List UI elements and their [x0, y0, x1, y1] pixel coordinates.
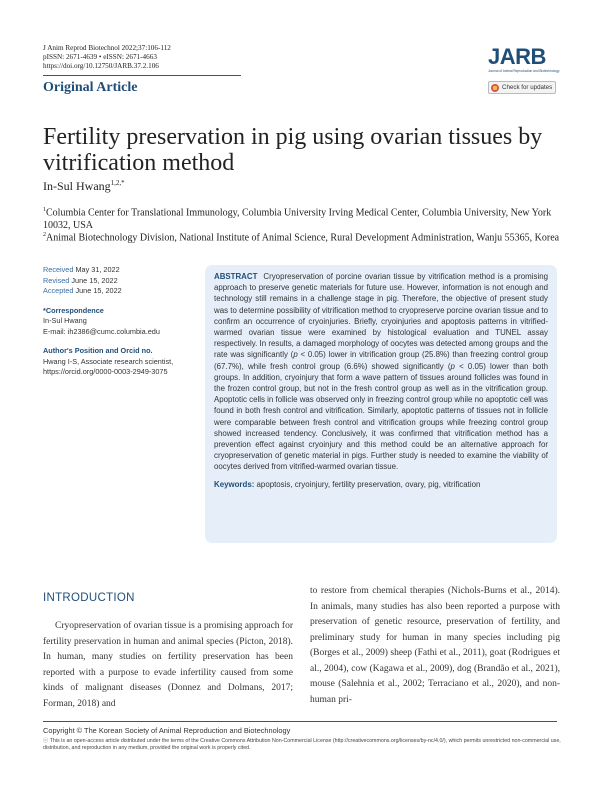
abstract-part-3: < 0.05) lower than both groups. In addition, cryoinjury that form a wave pattern of tissues around follicles was found in the frozen control group, but not in the fresh control group as well as in the vitrification group. Apoptotic cells in follicle was observed only in freezing control group while no apoptotic cell was found in both fresh control and vitrification. Similarly, apoptotic patterns of tissues not in follicle were comparable between fresh control and vitrification groups while freezing control group showed increased tendency. Conclusively, it was confirmed that vitrification method has a prevention effect against cryoinjury and this method could be an alternative approach for cryopreservation of genetic material in pigs. Further study is needed to examine the viability of oocytes derived from vitrified-warmed ovarian tissue. — [214, 361, 548, 472]
journal-logo — [488, 44, 560, 73]
orcid-block — [43, 346, 193, 378]
author-affiliation-marks: 1,2,* — [110, 179, 125, 187]
doi-link[interactable]: https://doi.org/10.12750/JARB.37.2.106 — [43, 62, 159, 70]
keywords-list: apoptosis, cryoinjury, fertility preservation, ovary, pig, vitrification — [256, 479, 481, 489]
received-row — [43, 265, 193, 276]
correspondence-email[interactable]: E-mail: ih2386@cumc.columbia.edu — [43, 326, 160, 336]
received-label: Received — [43, 265, 74, 274]
keywords-label: Keywords: — [214, 479, 255, 489]
correspondence-heading: *Correspondence — [43, 305, 104, 315]
affiliation-1-text: Columbia Center for Translational Immunology, Columbia University Irving Medical Center, Columbia University, New York 10032, USA — [43, 207, 552, 231]
logo-subtitle: Journal of Animal Reproduction and Biotechnology — [488, 69, 560, 73]
revised-label: Revised — [43, 275, 70, 285]
orcid-heading: Author's Position and Orcid no. — [43, 346, 153, 355]
accepted-row — [43, 286, 193, 297]
affiliation-2-number: 2 — [43, 232, 46, 238]
orcid-position: Hwang I-S, Associate research scientist, — [43, 356, 174, 366]
license-text: This is an open-access article distributed under the terms of the Creative Commons Attribution Non-Commercial License (http://creativecommons.org/licenses/by-nc/4.0/), which permits unrestricted non-commercial use, distribution, and reproduction in any medium, provided the original work is properly cited. — [43, 738, 561, 751]
body-text-right-column: to restore from chemical therapies (Nichols-Burns et al., 2014). In animals, many studies has also been reported a purpose with preservation of genetic resource, preservation of fertility, and preliminary study for human in many species including pig (Borges et al., 2009) sheep (Fathi et al., 2011), goat (Rodrigues et al., 2004), cow (Kagawa et al., 2009), dog (Brandão et al., 2021), mouse (Salehnia et al., 2002; Terraciano et al., 2020), and non-human pri- — [310, 586, 560, 705]
cc-icon: ⓒ — [43, 738, 50, 744]
journal-citation: J Anim Reprod Biotechnol 2022;37:106-112 — [43, 44, 171, 52]
logo-text: JARB — [488, 44, 546, 69]
correspondence-block — [43, 306, 193, 338]
article-type-label: Original Article — [43, 80, 138, 95]
license-notice — [43, 738, 563, 752]
section-heading-introduction: INTRODUCTION — [43, 592, 135, 604]
article-title: Fertility preservation in pig using ovarian tissues by vitrification method — [43, 124, 543, 176]
affiliation-2-text: Animal Biotechnology Division, National Institute of Animal Science, Rural Development Administration, Wanju 55365, Korea — [46, 232, 560, 244]
affiliation-1-number: 1 — [43, 207, 46, 213]
issn-line: pISSN: 2671-4639 • eISSN: 2671-4663 — [43, 53, 157, 61]
article-meta — [43, 265, 193, 378]
accepted-date: June 15, 2022 — [75, 286, 122, 295]
orcid-link[interactable]: https://orcid.org/0000-0003-2949-3075 — [43, 367, 168, 376]
keywords-line — [214, 479, 548, 490]
p-symbol-2: p — [450, 361, 455, 371]
author-name: In-Sul Hwang — [43, 179, 111, 193]
abstract-label: ABSTRACT — [214, 272, 258, 281]
p-symbol-1: p — [293, 350, 298, 360]
header-divider — [43, 75, 241, 76]
correspondence-name: In-Sul Hwang — [43, 316, 87, 325]
footer-divider — [43, 721, 557, 722]
body-text-left-column: Cryopreservation of ovarian tissue is a promising approach for fertility preservation in human and animal species (Picton, 2018). In human, many studies on fertility preservation has been reported with a purpose to evade infertility caused from some kinds of malignant diseases (Donnez and Dolmans, 2017; Forman, 2018) and — [43, 621, 293, 709]
abstract-part-2: < 0.05) lower in vitrification group (25.8%) than freezing control group (67.7%), while fresh control group (6.6%) showed significantly ( — [214, 350, 548, 371]
revised-row — [43, 276, 193, 287]
abstract-box — [205, 265, 557, 543]
accepted-label: Accepted — [43, 286, 74, 295]
received-date: May 31, 2022 — [75, 265, 120, 274]
check-updates-icon — [491, 84, 499, 92]
copyright-notice: Copyright © The Korean Society of Animal Reproduction and Biotechnology — [43, 726, 291, 735]
revised-date: June 15, 2022 — [71, 275, 118, 285]
abstract-text — [214, 271, 548, 473]
author-line — [43, 179, 125, 194]
abstract-part-1: Cryopreservation of porcine ovarian tissue by vitrification method is a promising approach to preserve genetic materials for future use. However, information is not enough and technology still remains in a challenge stage in pig. Therefore, the objective of present study was to determine possibility of vitrification method to cryopreserve porcine ovarian tissue and to confirm an occurrence of cryoinjuries. Briefly, cryoinjuries and apoptosis patterns in vitrified-warmed ovarian tissue were examined by histological evaluation and TUNEL assay respectively. In results, a damaged morphology of oocytes was detected among groups and the rate was significantly ( — [214, 272, 548, 360]
check-for-updates-button[interactable] — [488, 81, 556, 94]
affiliation-2 — [43, 229, 563, 245]
check-updates-label: Check for updates — [502, 84, 553, 91]
